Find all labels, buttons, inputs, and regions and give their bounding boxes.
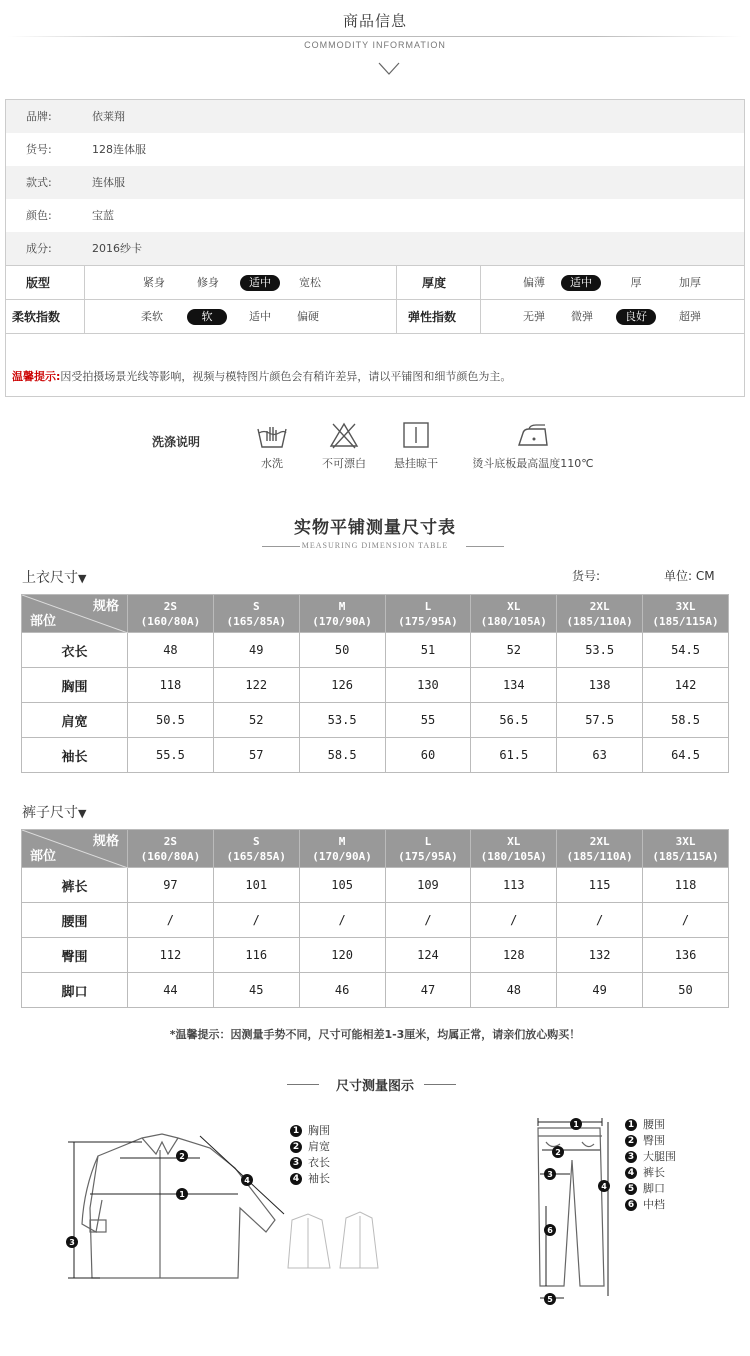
row-label: 裤长 bbox=[22, 868, 128, 903]
legend-text: 裤长 bbox=[643, 1166, 665, 1179]
info-row-item-no bbox=[6, 133, 744, 166]
row-label: 臀围 bbox=[22, 938, 128, 973]
pants-table-heading bbox=[22, 802, 86, 822]
elastic-option: 超弹 bbox=[679, 310, 701, 323]
legend-text: 腰围 bbox=[643, 1118, 665, 1131]
table-cell: 136 bbox=[643, 938, 729, 973]
table-cell: 101 bbox=[213, 868, 299, 903]
color-notice bbox=[12, 368, 511, 384]
care-text: 不可漂白 bbox=[322, 457, 366, 470]
table-row bbox=[22, 903, 729, 938]
table-cell: 46 bbox=[299, 973, 385, 1008]
row-label: 胸围 bbox=[22, 668, 128, 703]
notice-label: 温馨提示: bbox=[12, 370, 61, 383]
table-cell: 120 bbox=[299, 938, 385, 973]
table-row bbox=[22, 668, 729, 703]
table-cell: 142 bbox=[643, 668, 729, 703]
size-name: L bbox=[424, 599, 432, 613]
size-name: 2XL bbox=[589, 599, 610, 613]
size-header bbox=[213, 595, 299, 633]
table-cell: 61.5 bbox=[471, 738, 557, 773]
table-cell: 113 bbox=[471, 868, 557, 903]
table-cell: 64.5 bbox=[643, 738, 729, 773]
legend-text: 臀围 bbox=[643, 1134, 665, 1147]
size-spec: (160/80A) bbox=[140, 849, 201, 863]
care-item-wash bbox=[252, 421, 292, 471]
table-cell: 55.5 bbox=[128, 738, 214, 773]
table-cell: 48 bbox=[471, 973, 557, 1008]
size-name: 2XL bbox=[589, 834, 610, 848]
table-row bbox=[22, 703, 729, 738]
divider bbox=[480, 266, 481, 300]
table-cell: 97 bbox=[128, 868, 214, 903]
row-label: 袖长 bbox=[22, 738, 128, 773]
legend-item bbox=[625, 1133, 676, 1149]
diagram-title: 尺寸测量图示 bbox=[335, 1079, 414, 1094]
shirt-illustration bbox=[60, 1128, 390, 1288]
size-spec: (185/110A) bbox=[566, 614, 633, 628]
table-cell: / bbox=[299, 903, 385, 938]
size-header bbox=[557, 830, 643, 868]
table-row bbox=[22, 633, 729, 668]
table-cell: 57 bbox=[213, 738, 299, 773]
pants-legend bbox=[625, 1117, 676, 1213]
table-header-row bbox=[22, 830, 729, 868]
table-cell: 58.5 bbox=[299, 738, 385, 773]
fit-option-selected: 适中 bbox=[240, 275, 280, 291]
size-name: XL bbox=[507, 834, 521, 848]
size-spec: (160/80A) bbox=[140, 614, 201, 628]
size-header bbox=[557, 595, 643, 633]
care-item-hang-dry bbox=[392, 421, 440, 471]
legend-num: 3 bbox=[290, 1157, 302, 1169]
size-spec: (175/95A) bbox=[398, 849, 458, 863]
size-name: 3XL bbox=[675, 599, 696, 613]
info-value: 宝蓝 bbox=[92, 209, 114, 222]
care-item-iron bbox=[470, 421, 596, 471]
legend-num: 6 bbox=[625, 1199, 637, 1211]
pants-table-title: 裤子尺寸 bbox=[22, 805, 78, 821]
table-cell: / bbox=[471, 903, 557, 938]
divider bbox=[466, 546, 504, 547]
table-cell: 124 bbox=[385, 938, 471, 973]
corner-bottom: 部位 bbox=[30, 614, 57, 629]
triangle-down-icon: ▼ bbox=[78, 807, 87, 820]
marker-2: 2 bbox=[555, 1148, 561, 1157]
info-value: 128连体服 bbox=[92, 143, 146, 156]
soft-option: 柔软 bbox=[141, 310, 163, 323]
info-value: 2016纱卡 bbox=[92, 242, 142, 255]
row-label: 衣长 bbox=[22, 633, 128, 668]
size-spec: (165/85A) bbox=[226, 614, 287, 628]
elastic-option-selected: 良好 bbox=[616, 309, 656, 325]
size-name: S bbox=[252, 599, 260, 613]
attr-row-fit-thickness bbox=[6, 265, 744, 299]
table-corner bbox=[22, 595, 128, 633]
size-header bbox=[471, 830, 557, 868]
marker-1: 1 bbox=[573, 1120, 579, 1129]
size-header bbox=[471, 595, 557, 633]
table-cell: / bbox=[643, 903, 729, 938]
size-spec: (185/110A) bbox=[566, 849, 633, 863]
legend-num: 4 bbox=[290, 1173, 302, 1185]
care-text: 烫斗底板最高温度110℃ bbox=[472, 457, 594, 470]
item-no-label: 货号: bbox=[572, 569, 601, 583]
table-cell: 52 bbox=[471, 633, 557, 668]
table-cell: / bbox=[557, 903, 643, 938]
info-value: 依莱翔 bbox=[92, 110, 125, 123]
table-cell: 60 bbox=[385, 738, 471, 773]
size-header bbox=[385, 830, 471, 868]
table-cell: 109 bbox=[385, 868, 471, 903]
thickness-label: 厚度 bbox=[422, 276, 447, 290]
legend-item bbox=[625, 1117, 676, 1133]
table-cell: 54.5 bbox=[643, 633, 729, 668]
info-key: 颜色: bbox=[26, 209, 52, 222]
table-cell: 112 bbox=[128, 938, 214, 973]
table-cell: 47 bbox=[385, 973, 471, 1008]
divider bbox=[424, 1084, 456, 1085]
legend-num: 1 bbox=[290, 1125, 302, 1137]
info-row-material bbox=[6, 232, 744, 265]
size-header bbox=[299, 595, 385, 633]
header-subtitle: COMMODITY INFORMATION bbox=[304, 40, 446, 50]
soft-label: 柔软指数 bbox=[12, 310, 61, 324]
table-cell: 56.5 bbox=[471, 703, 557, 738]
size-spec: (185/115A) bbox=[652, 614, 719, 628]
marker-1: 1 bbox=[179, 1190, 185, 1199]
info-key: 款式: bbox=[26, 176, 52, 189]
legend-item bbox=[290, 1123, 330, 1139]
care-item-no-bleach bbox=[318, 421, 370, 471]
notice-text: 因受拍摄场景光线等影响，视频与模特图片颜色会有稍许差异，请以平铺图和细节颜色为主。 bbox=[60, 370, 512, 383]
marker-6: 6 bbox=[547, 1226, 553, 1235]
marker-3: 3 bbox=[69, 1238, 75, 1247]
measure-tip: *温馨提示：因测量手势不同，尺寸可能相差1-3厘米，均属正常，请亲们放心购买！ bbox=[169, 1028, 581, 1041]
divider bbox=[396, 266, 397, 300]
corner-top: 规格 bbox=[92, 834, 119, 849]
corner-bottom: 部位 bbox=[30, 849, 57, 864]
care-text: 水洗 bbox=[261, 457, 283, 470]
table-cell: 126 bbox=[299, 668, 385, 703]
table-cell: 50 bbox=[643, 973, 729, 1008]
marker-2: 2 bbox=[179, 1152, 185, 1161]
top-size-table bbox=[21, 594, 729, 773]
care-instructions bbox=[0, 415, 750, 475]
thickness-option: 偏薄 bbox=[523, 276, 545, 289]
hang-dry-icon bbox=[402, 421, 430, 449]
shirt-legend bbox=[290, 1123, 330, 1187]
fit-option: 修身 bbox=[197, 276, 219, 289]
legend-item bbox=[625, 1165, 676, 1181]
legend-text: 肩宽 bbox=[308, 1140, 330, 1153]
marker-3: 3 bbox=[547, 1170, 553, 1179]
table-cell: / bbox=[213, 903, 299, 938]
top-table-heading bbox=[22, 567, 86, 587]
row-label: 脚口 bbox=[22, 973, 128, 1008]
info-row-brand bbox=[6, 100, 744, 133]
table-cell: 55 bbox=[385, 703, 471, 738]
care-label: 洗涤说明 bbox=[152, 435, 201, 449]
size-header bbox=[643, 830, 729, 868]
measure-subtitle: MEASURING DIMENSION TABLE bbox=[301, 541, 449, 550]
table-cell: 48 bbox=[128, 633, 214, 668]
table-cell: 44 bbox=[128, 973, 214, 1008]
legend-text: 大腿围 bbox=[643, 1150, 676, 1163]
size-name: L bbox=[424, 834, 432, 848]
size-header bbox=[128, 595, 214, 633]
info-row-style bbox=[6, 166, 744, 199]
size-name: 2S bbox=[163, 834, 178, 848]
table-corner bbox=[22, 830, 128, 868]
elastic-label: 弹性指数 bbox=[408, 310, 457, 324]
table-header-row bbox=[22, 595, 729, 633]
table-row bbox=[22, 973, 729, 1008]
legend-item bbox=[290, 1155, 330, 1171]
table-cell: 115 bbox=[557, 868, 643, 903]
info-key: 品牌: bbox=[26, 110, 52, 123]
elastic-option: 无弹 bbox=[523, 310, 545, 323]
legend-text: 袖长 bbox=[308, 1172, 330, 1185]
size-spec: (180/105A) bbox=[480, 849, 547, 863]
info-row-color bbox=[6, 199, 744, 232]
legend-item bbox=[625, 1197, 676, 1213]
size-spec: (180/105A) bbox=[480, 614, 547, 628]
legend-text: 衣长 bbox=[308, 1156, 330, 1169]
header-rule bbox=[8, 36, 742, 37]
table-cell: 50.5 bbox=[128, 703, 214, 738]
size-header bbox=[385, 595, 471, 633]
fit-label: 版型 bbox=[26, 276, 51, 290]
table-cell: / bbox=[385, 903, 471, 938]
marker-5: 5 bbox=[547, 1295, 553, 1304]
commodity-header bbox=[0, 0, 750, 90]
fit-option: 紧身 bbox=[143, 276, 165, 289]
info-key: 货号: bbox=[26, 143, 52, 156]
hand-wash-icon bbox=[255, 421, 289, 449]
table-cell: 130 bbox=[385, 668, 471, 703]
size-name: M bbox=[338, 599, 346, 613]
legend-text: 脚口 bbox=[643, 1182, 665, 1195]
table-cell: 138 bbox=[557, 668, 643, 703]
table-cell: 118 bbox=[128, 668, 214, 703]
product-info-box bbox=[5, 99, 745, 397]
row-label: 腰围 bbox=[22, 903, 128, 938]
unit-label: 单位: CM bbox=[664, 569, 715, 583]
divider bbox=[6, 333, 744, 334]
divider bbox=[396, 300, 397, 334]
table-cell: 49 bbox=[213, 633, 299, 668]
divider bbox=[84, 266, 85, 300]
chevron-down-icon bbox=[377, 60, 401, 78]
legend-item bbox=[290, 1139, 330, 1155]
table-cell: 116 bbox=[213, 938, 299, 973]
header-title: 商品信息 bbox=[342, 12, 407, 30]
table-cell: 50 bbox=[299, 633, 385, 668]
iron-icon bbox=[516, 421, 550, 449]
table-cell: 134 bbox=[471, 668, 557, 703]
divider bbox=[84, 300, 85, 334]
size-spec: (170/90A) bbox=[312, 849, 372, 863]
table-cell: 57.5 bbox=[557, 703, 643, 738]
thickness-option: 加厚 bbox=[679, 276, 701, 289]
table-cell: / bbox=[128, 903, 214, 938]
table-cell: 58.5 bbox=[643, 703, 729, 738]
table-cell: 132 bbox=[557, 938, 643, 973]
table-cell: 128 bbox=[471, 938, 557, 973]
legend-text: 中档 bbox=[643, 1198, 665, 1211]
row-label: 肩宽 bbox=[22, 703, 128, 738]
legend-num: 3 bbox=[625, 1151, 637, 1163]
size-header bbox=[128, 830, 214, 868]
table-cell: 45 bbox=[213, 973, 299, 1008]
elastic-option: 微弹 bbox=[571, 310, 593, 323]
legend-num: 2 bbox=[290, 1141, 302, 1153]
no-bleach-icon bbox=[329, 421, 359, 449]
table-cell: 53.5 bbox=[299, 703, 385, 738]
size-name: 3XL bbox=[675, 834, 696, 848]
size-spec: (165/85A) bbox=[226, 849, 287, 863]
marker-4: 4 bbox=[244, 1176, 250, 1185]
fit-option: 宽松 bbox=[299, 276, 321, 289]
size-spec: (185/115A) bbox=[652, 849, 719, 863]
legend-item bbox=[625, 1149, 676, 1165]
size-spec: (170/90A) bbox=[312, 614, 372, 628]
size-name: XL bbox=[507, 599, 521, 613]
legend-num: 1 bbox=[625, 1119, 637, 1131]
table-cell: 63 bbox=[557, 738, 643, 773]
legend-item bbox=[625, 1181, 676, 1197]
soft-option-selected: 软 bbox=[187, 309, 227, 325]
table-cell: 51 bbox=[385, 633, 471, 668]
info-value: 连体服 bbox=[92, 176, 125, 189]
thickness-option: 厚 bbox=[630, 276, 642, 289]
size-header bbox=[299, 830, 385, 868]
table-cell: 53.5 bbox=[557, 633, 643, 668]
legend-num: 5 bbox=[625, 1183, 637, 1195]
size-name: S bbox=[252, 834, 260, 848]
corner-top: 规格 bbox=[92, 599, 119, 614]
legend-num: 4 bbox=[625, 1167, 637, 1179]
marker-4: 4 bbox=[601, 1182, 607, 1191]
table-cell: 52 bbox=[213, 703, 299, 738]
legend-item bbox=[290, 1171, 330, 1187]
table-row bbox=[22, 938, 729, 973]
table-cell: 105 bbox=[299, 868, 385, 903]
pants-size-table bbox=[21, 829, 729, 1008]
size-header bbox=[643, 595, 729, 633]
size-spec: (175/95A) bbox=[398, 614, 458, 628]
size-name: 2S bbox=[163, 599, 178, 613]
measure-title: 实物平铺测量尺寸表 bbox=[294, 518, 456, 538]
legend-num: 2 bbox=[625, 1135, 637, 1147]
pants-illustration bbox=[532, 1116, 622, 1308]
table-cell: 118 bbox=[643, 868, 729, 903]
triangle-down-icon: ▼ bbox=[78, 572, 87, 585]
thickness-option-selected: 适中 bbox=[561, 275, 601, 291]
divider bbox=[480, 300, 481, 334]
table-row bbox=[22, 738, 729, 773]
soft-option: 偏硬 bbox=[297, 310, 319, 323]
info-key: 成分: bbox=[26, 242, 52, 255]
soft-option: 适中 bbox=[249, 310, 271, 323]
size-header bbox=[213, 830, 299, 868]
attr-row-soft-elastic bbox=[6, 299, 744, 333]
table-cell: 122 bbox=[213, 668, 299, 703]
table-row bbox=[22, 868, 729, 903]
top-table-title: 上衣尺寸 bbox=[22, 570, 78, 586]
care-text: 悬挂晾干 bbox=[394, 457, 438, 470]
table-cell: 49 bbox=[557, 973, 643, 1008]
size-name: M bbox=[338, 834, 346, 848]
legend-text: 胸围 bbox=[308, 1124, 330, 1137]
